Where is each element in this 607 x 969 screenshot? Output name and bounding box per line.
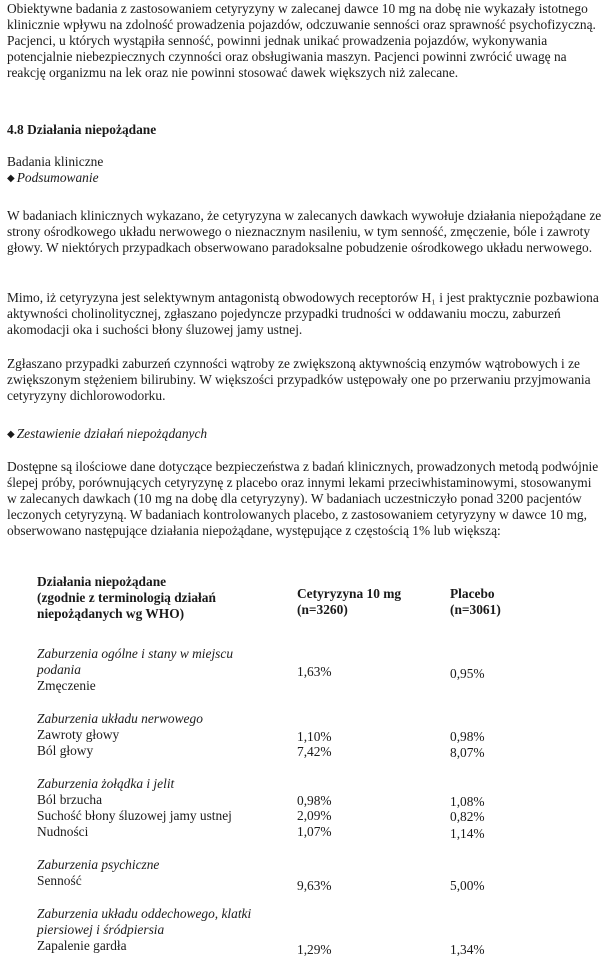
table-row: Ból głowy 7,42% 8,07%: [37, 743, 485, 760]
intro-paragraph: Obiektywne badania z zastosowaniem cetyryzyny w zalecanej dawce 10 mg na dobę nie wykazały istotnego klinicznie wpływu na zdolność prowadzenia pojazdów, odczuwanie senności oraz sprawność psychofizyczną. Pacjenci, u których wystąpiła senność, powinni jednak unikać prowadzenia pojazdów, wykonywania potencjalnie niebezpiecznych czynności oraz obsługiwania maszyn. Pacjenci powinni zwrócić uwagę na reakcję organizmu na lek oraz nie powinni stosować dawek większych niż zalecane.: [7, 1, 596, 80]
table-row: Nudności 1,07% 1,14%: [37, 824, 485, 841]
section-heading: 4.8 Działania niepożądane: [7, 122, 157, 137]
adverse-effects-table: [37, 574, 570, 957]
header-placebo: Placebo (n=3061): [450, 586, 501, 617]
table-row: Zapalenie gardła 1,29% 1,34%: [37, 938, 485, 957]
table-section-title: Zaburzenia układu nerwowego: [37, 711, 203, 726]
list-bullet: ◆ Zestawienie działań niepożądanych: [7, 426, 208, 441]
bullet-icon: ◆: [7, 429, 15, 440]
table-section-title: Zaburzenia żołądka i jelit: [37, 776, 175, 791]
table-section-title: Zaburzenia psychiczne: [37, 857, 160, 872]
paragraph-cns-effects: W badaniach klinicznych wykazano, że cetyryzyna w zalecanych dawkach wywołuje działania niepożądane ze strony ośrodkowego układu nerwowego o nieznacznym nasileniu, w tym senność, zmęczenie, bóle i zawroty głowy. W niektórych przypadkach obserwowano paradoksalne pobudzenie ośrodkowego układu nerwowego.: [7, 208, 602, 255]
paragraph-anticholinergic: Mimo, iż cetyryzyna jest selektywnym antagonistą obwodowych receptorów H₁ i jest praktycznie pozbawiona aktywności cholinolitycznej, zgłaszano pojedyncze przypadki trudności w oddawaniu moczu, zaburzeń akomodacji oka i suchości błony śluzowej jamy ustnej.: [7, 290, 599, 337]
table-section-title: Zaburzenia układu oddechowego, klatki piersiowej i śródpiersia: [37, 906, 252, 937]
bullet-icon: ◆: [7, 173, 15, 184]
paragraph-safety-data: Dostępne są ilościowe dane dotyczące bezpieczeństwa z badań klinicznych, prowadzonych metodą podwójnie ślepej próby, porównujących cetyryzynę z placebo oraz innymi lekami przeciwhistaminowymi, stosowanymi w zalecanych dawkach (10 mg na dobę dla cetyryzyny). W badaniach uczestniczyło ponad 3200 pacjentów leczonych cetyryzyną. W badaniach kontrolowanych placebo, z zastosowaniem cetyryzyny w dawce 10 mg, obserwowano następujące działania niepożądane, występujące z częstością 1% lub większą:: [7, 459, 599, 538]
header-adverse-effects: Działania niepożądane (zgodnie z terminologią działań niepożądanych wg WHO): [37, 574, 216, 621]
table-row: Ból brzucha 0,98% 1,08%: [37, 792, 485, 809]
table-section-title: Zaburzenia ogólne i stany w miejscu podania: [37, 646, 234, 677]
table-row: Zmęczenie 1,63% 0,95%: [37, 664, 485, 693]
table-row: Suchość błony śluzowej jamy ustnej 2,09% 0,82%: [37, 808, 485, 824]
clinical-trials-subheading: Badania kliniczne: [7, 154, 104, 169]
table-row: Senność 9,63% 5,00%: [37, 873, 485, 893]
table-header-row: [37, 574, 570, 638]
paragraph-liver: Zgłaszano przypadki zaburzeń czynności wątroby ze zwiększoną aktywnością enzymów wątrobowych i ze zwiększonym stężeniem bilirubiny. W większości przypadków ustępowały one po przerwaniu przyjmowania cetyryzyny dichlorowodorku.: [7, 356, 591, 403]
summary-bullet: ◆ Podsumowanie: [7, 170, 99, 185]
table-row: Zawroty głowy 1,10% 0,98%: [37, 727, 485, 744]
header-cetirizine: Cetyryzyna 10 mg (n=3260): [297, 586, 402, 617]
